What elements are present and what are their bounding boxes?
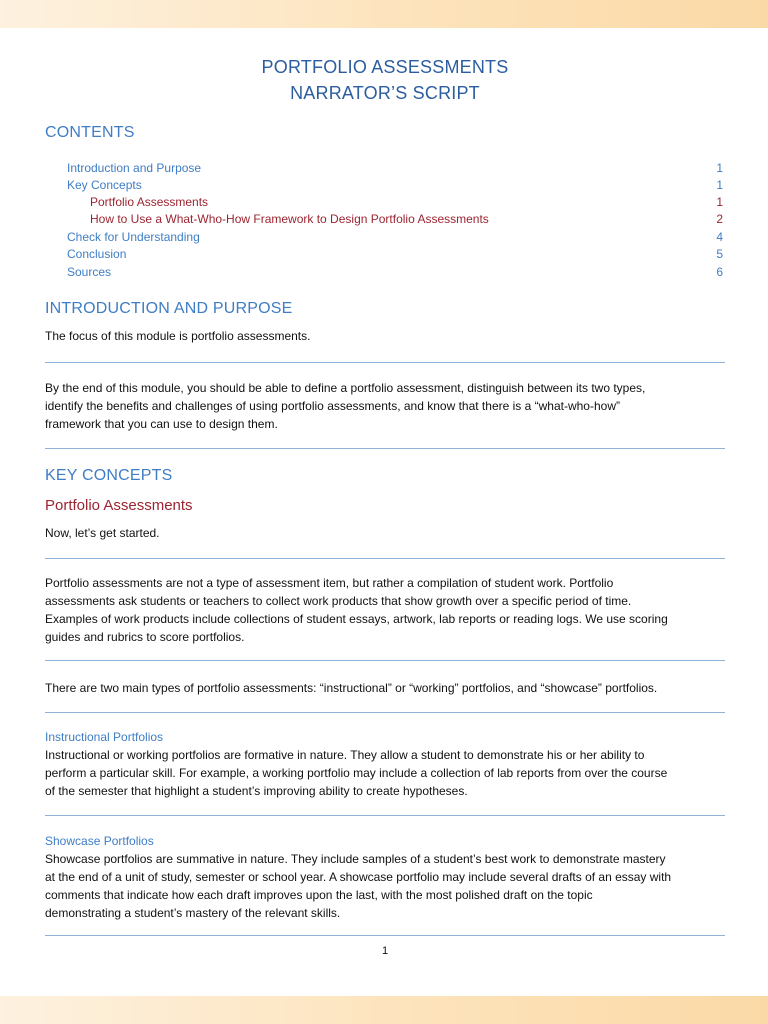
toc-page-number: 1 [716, 178, 723, 192]
footer-band [0, 996, 768, 1024]
text-line: of the semester that highlight a student’s improving ability to create hypotheses. [45, 784, 468, 798]
page-number: 1 [381, 945, 389, 957]
section-divider [45, 815, 725, 816]
toc-label: Portfolio Assessments [90, 195, 209, 209]
showcase-portfolios-heading: Showcase Portfolios [45, 834, 154, 848]
introduction-paragraph-1: The focus of this module is portfolio assessments. [45, 329, 311, 343]
toc-label: Check for Understanding [67, 230, 200, 244]
introduction-heading: INTRODUCTION AND PURPOSE [45, 300, 293, 317]
introduction-paragraph-2 [45, 379, 725, 433]
toc-label: Sources [67, 265, 112, 279]
toc-entry-introduction[interactable] [45, 161, 723, 177]
text-line: Instructional or working portfolios are formative in nature. They allow a student to demonstrate his or her ability to [45, 748, 645, 762]
toc-label: Key Concepts [67, 178, 142, 192]
text-line: demonstrating a student’s mastery of the relevant skills. [45, 906, 341, 920]
toc-page-number: 5 [716, 247, 723, 261]
toc-page-number: 1 [716, 195, 723, 209]
text-line: assessments ask students or teachers to collect work products that show growth over a specific period of time. [45, 594, 632, 608]
toc-label: How to Use a What-Who-How Framework to Design Portfolio Assessments [90, 212, 489, 226]
instructional-portfolios-heading: Instructional Portfolios [45, 730, 164, 744]
toc-entry-conclusion[interactable] [45, 247, 723, 263]
toc-page-number: 4 [716, 230, 723, 244]
text-line: at the end of a unit of study, semester or school year. A showcase portfolio may include several drafts of an essay with [45, 870, 672, 884]
toc-page-number: 6 [716, 265, 723, 279]
toc-label: Conclusion [67, 247, 127, 261]
section-divider [45, 660, 725, 661]
key-concepts-heading: KEY CONCEPTS [45, 467, 173, 484]
section-divider [45, 935, 725, 936]
text-line: Showcase portfolios are summative in nature. They include samples of a student’s best work to demonstrate mastery [45, 852, 666, 866]
text-line: guides and rubrics to score portfolios. [45, 630, 245, 644]
toc-entry-portfolio-assessments[interactable] [45, 195, 723, 211]
section-divider [45, 362, 725, 363]
toc-entry-sources[interactable] [45, 265, 723, 281]
showcase-portfolios-paragraph [45, 850, 725, 922]
toc-page-number: 1 [716, 161, 723, 175]
text-line: comments that indicate how each draft improves upon the last, with the most polished draft on the topic [45, 888, 593, 902]
key-concepts-paragraph-3: There are two main types of portfolio assessments: “instructional” or “working” portfolios, and “showcase” portfolios. [45, 681, 658, 695]
toc-entry-key-concepts[interactable] [45, 178, 723, 194]
toc-label: Introduction and Purpose [67, 161, 202, 175]
toc-page-number: 2 [716, 212, 723, 226]
text-line: perform a particular skill. For example, a working portfolio may include a collection of lab reports from over the course [45, 766, 668, 780]
contents-heading: CONTENTS [45, 124, 135, 141]
text-line: Examples of work products include collections of student essays, artwork, lab reports or reading logs. We use scoring [45, 612, 668, 626]
text-line: By the end of this module, you should be able to define a portfolio assessment, distinguish between its two types, [45, 381, 646, 395]
key-concepts-paragraph-1: Now, let’s get started. [45, 526, 160, 540]
section-divider [45, 712, 725, 713]
text-line: identify the benefits and challenges of using portfolio assessments, and know that there is a “what-who-how” [45, 399, 620, 413]
section-divider [45, 448, 725, 449]
instructional-portfolios-paragraph [45, 746, 725, 800]
toc-entry-check-for-understanding[interactable] [45, 230, 723, 246]
document-title-line1: PORTFOLIO ASSESSMENTS [261, 57, 509, 77]
section-divider [45, 558, 725, 559]
document-title-line2: NARRATOR’S SCRIPT [290, 83, 480, 103]
text-line: framework that you can use to design them. [45, 417, 278, 431]
header-band [0, 0, 768, 28]
key-concepts-paragraph-2 [45, 574, 725, 646]
text-line: Portfolio assessments are not a type of assessment item, but rather a compilation of student work. Portfolio [45, 576, 614, 590]
portfolio-assessments-heading: Portfolio Assessments [45, 497, 193, 514]
toc-entry-what-who-how[interactable] [45, 212, 723, 228]
